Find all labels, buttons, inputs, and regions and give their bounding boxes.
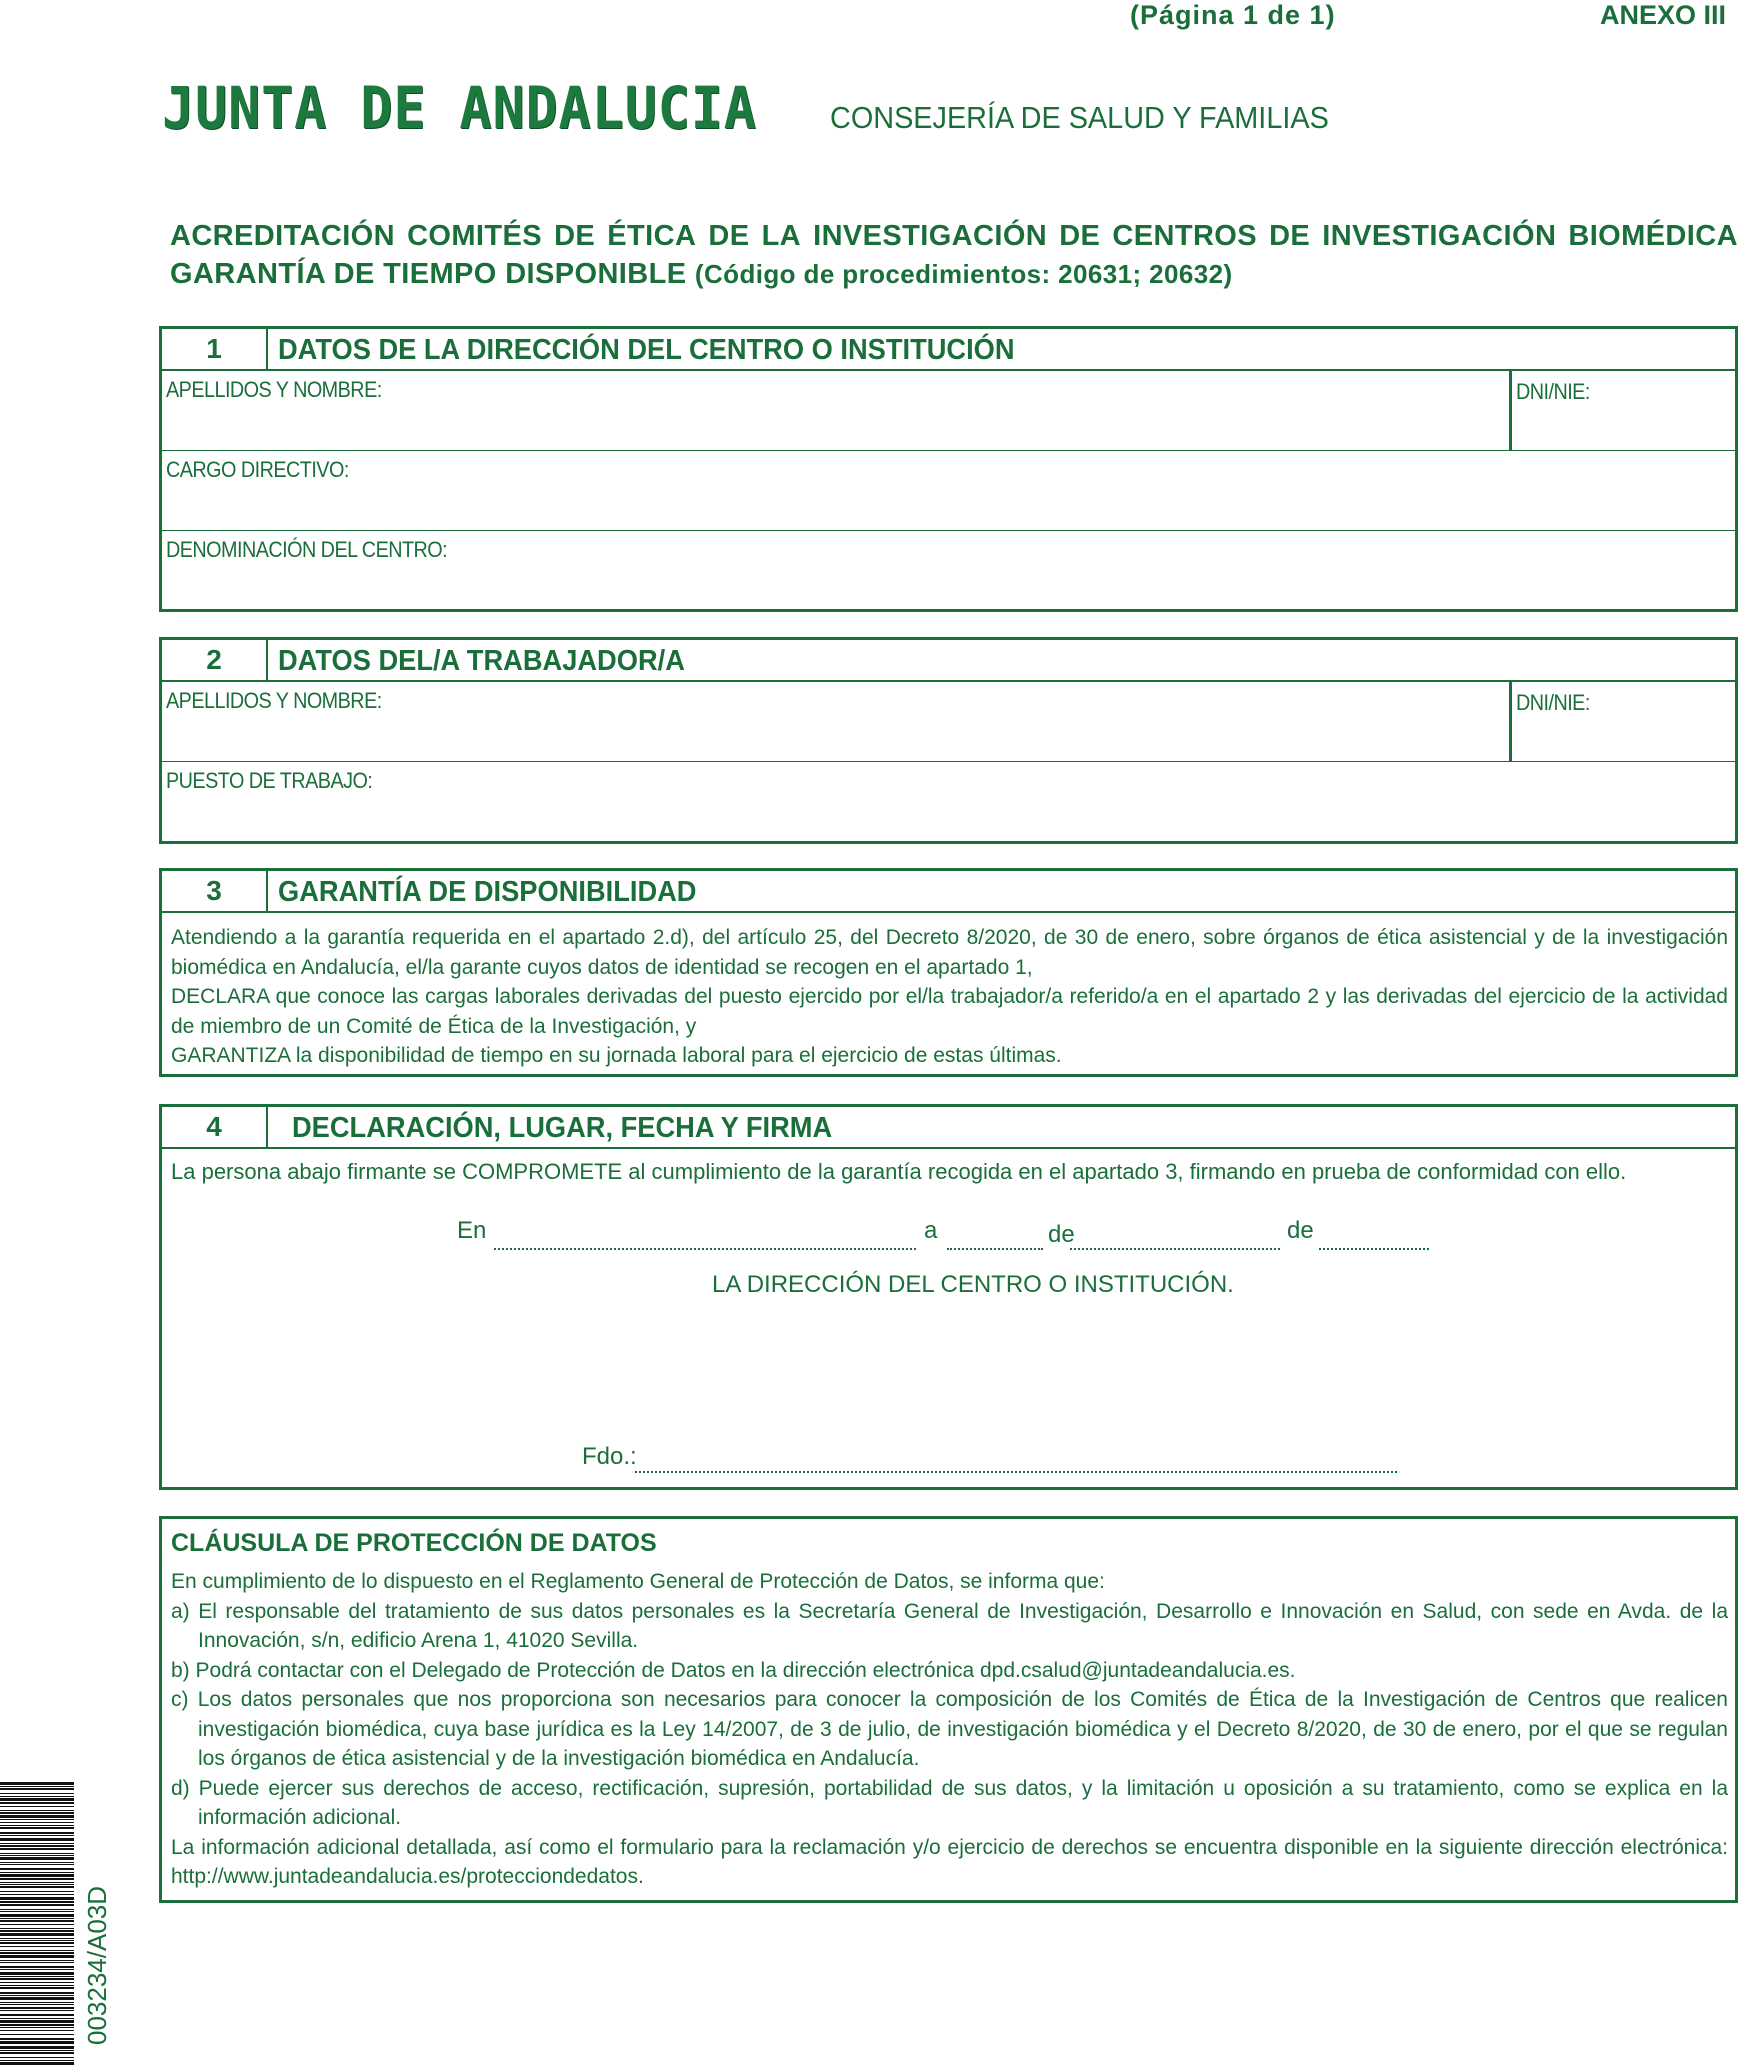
worker-job-field[interactable]: [162, 762, 1735, 842]
section-number: 3: [162, 871, 268, 911]
place-field[interactable]: [494, 1248, 916, 1250]
procedure-code: (Código de procedimientos: 20631; 20632): [694, 259, 1233, 289]
section-4-declaration: [159, 1104, 1738, 1490]
annex-label: ANEXO III: [1600, 0, 1727, 30]
title-word: LA: [761, 220, 802, 252]
section-4-header: [162, 1107, 1735, 1149]
data-protection-title: CLÁUSULA DE PROTECCIÓN DE DATOS: [171, 1529, 657, 1557]
month-label: de: [1048, 1221, 1075, 1248]
title-word: BIOMÉDICA: [1568, 220, 1738, 252]
document-title-line1: [170, 220, 1738, 253]
director-dni-field[interactable]: [1509, 371, 1735, 450]
section-title: DATOS DE LA DIRECCIÓN DEL CENTRO O INSTITUCIÓN: [278, 334, 1015, 366]
section-1-header: [162, 329, 1735, 371]
section-number: 2: [162, 640, 268, 680]
title-word: ACREDITACIÓN: [170, 220, 395, 252]
signer-label: LA DIRECCIÓN DEL CENTRO O INSTITUCIÓN.: [712, 1271, 1234, 1298]
dp-item-b: b) Podrá contactar con el Delegado de Protección de Datos en la dirección electrónica dpd.csalud@juntadeandalucia.es.: [171, 1658, 1296, 1682]
dp-item-d: d) Puede ejercer sus derechos de acceso, rectificación, supresión, portabilidad de sus datos, y la limitación u oposición a su tratamiento, como se explica en la información adicional.: [171, 1776, 1728, 1829]
title-main: GARANTÍA DE TIEMPO DISPONIBLE: [170, 258, 687, 290]
title-word: INVESTIGACIÓN: [1322, 220, 1557, 252]
title-word: ÉTICA: [607, 220, 697, 252]
worker-name-label: APELLIDOS Y NOMBRE:: [166, 688, 382, 713]
center-name-field[interactable]: [162, 531, 1735, 611]
barcode-icon: [0, 1780, 74, 2070]
section-3-availability: [159, 868, 1738, 1077]
director-position-field[interactable]: [162, 451, 1735, 531]
signature-field[interactable]: [635, 1471, 1397, 1473]
document-title-line2: [170, 258, 1233, 291]
director-name-row[interactable]: [162, 371, 1735, 451]
title-word: DE: [1059, 220, 1101, 252]
data-protection-clause: [159, 1516, 1738, 1903]
worker-job-label: PUESTO DE TRABAJO:: [166, 768, 373, 793]
section-title: DECLARACIÓN, LUGAR, FECHA Y FIRMA: [292, 1112, 833, 1144]
section-title: DATOS DEL/A TRABAJADOR/A: [278, 645, 685, 677]
availability-paragraph-3: GARANTIZA la disponibilidad de tiempo en su jornada laboral para el ejercicio de estas últimas.: [171, 1044, 1062, 1067]
month-field[interactable]: [1070, 1248, 1280, 1250]
form-code: 003234/A03D: [82, 1885, 112, 2045]
dp-outro: La información adicional detallada, así como el formulario para la reclamación y/o ejercicio de derechos se encuentra disponible en la siguiente dirección electrónica: http://www.juntadeandalucia.es/protecciondedatos.: [171, 1835, 1728, 1888]
worker-dni-label: DNI/NIE:: [1516, 690, 1590, 715]
dp-item-c: c) Los datos personales que nos proporciona son necesarios para conocer la composición de los Comités de Ética de la Investigación de Centros que realicen investigación biomédica, cuya base jurídica es la Ley 14/2007, de 3 de julio, de investigación biomédica y el Decreto 8/2020, de 30 de enero, por el que se regulan los órganos de ética asistencial y de la investigación biomédica en Andalucía.: [171, 1688, 1728, 1770]
director-dni-label: DNI/NIE:: [1516, 379, 1590, 404]
center-name-label: DENOMINACIÓN DEL CENTRO:: [166, 537, 448, 562]
day-field[interactable]: [947, 1248, 1043, 1250]
junta-logo-icon: JUNTA DE ANDALUCIA: [162, 74, 757, 142]
day-label: a: [924, 1217, 938, 1244]
section-2-worker-data: [159, 637, 1738, 844]
data-protection-text: [171, 1567, 1728, 1892]
section-number: 4: [162, 1107, 268, 1147]
title-word: COMITÉS: [407, 220, 542, 252]
page-indicator: (Página 1 de 1): [1130, 0, 1336, 30]
director-position-label: CARGO DIRECTIVO:: [166, 457, 349, 482]
director-name-label: APELLIDOS Y NOMBRE:: [166, 377, 382, 402]
section-2-header: [162, 640, 1735, 682]
title-word: DE: [554, 220, 596, 252]
section-1-director-data: [159, 326, 1738, 612]
availability-paragraph-2: DECLARA que conoce las cargas laborales derivadas del puesto ejercido por el/la trabajador/a referido/a en el apartado 2 y las derivadas del ejercicio de la actividad de miembro de un Comité de Ética de la Investigación, y: [171, 985, 1728, 1038]
section-3-header: [162, 871, 1735, 913]
ministry-name: CONSEJERÍA DE SALUD Y FAMILIAS: [830, 100, 1329, 135]
year-label: de: [1287, 1217, 1314, 1244]
title-word: DE: [708, 220, 750, 252]
title-word: CENTROS: [1112, 220, 1257, 252]
dp-intro: En cumplimiento de lo dispuesto en el Reglamento General de Protección de Datos, se informa que:: [171, 1570, 1105, 1593]
signature-label: Fdo.:: [582, 1443, 637, 1470]
dp-item-a: a) El responsable del tratamiento de sus datos personales es la Secretaría General de Investigación, Desarrollo e Innovación en Salud, con sede en Avda. de la Innovación, s/n, edificio Arena 1, 41020 Sevilla.: [171, 1599, 1728, 1652]
place-label: En: [457, 1217, 487, 1244]
commitment-statement: La persona abajo firmante se COMPROMETE al cumplimiento de la garantía recogida en el apartado 3, firmando en prueba de conformidad con ello.: [171, 1159, 1627, 1184]
section-number: 1: [162, 329, 268, 369]
availability-text: [171, 923, 1728, 1071]
title-word: INVESTIGACIÓN: [813, 220, 1048, 252]
availability-paragraph-1: Atendiendo a la garantía requerida en el apartado 2.d), del artículo 25, del Decreto 8/2020, de 30 de enero, sobre órganos de ética asistencial y de la investigación biomédica en Andalucía, el/la garante cuyos datos de identidad se recogen en el apartado 1,: [171, 926, 1728, 979]
worker-dni-field[interactable]: [1509, 682, 1735, 761]
section-title: GARANTÍA DE DISPONIBILIDAD: [278, 876, 697, 908]
worker-name-row[interactable]: [162, 682, 1735, 762]
title-word: DE: [1269, 220, 1311, 252]
year-field[interactable]: [1319, 1248, 1429, 1250]
